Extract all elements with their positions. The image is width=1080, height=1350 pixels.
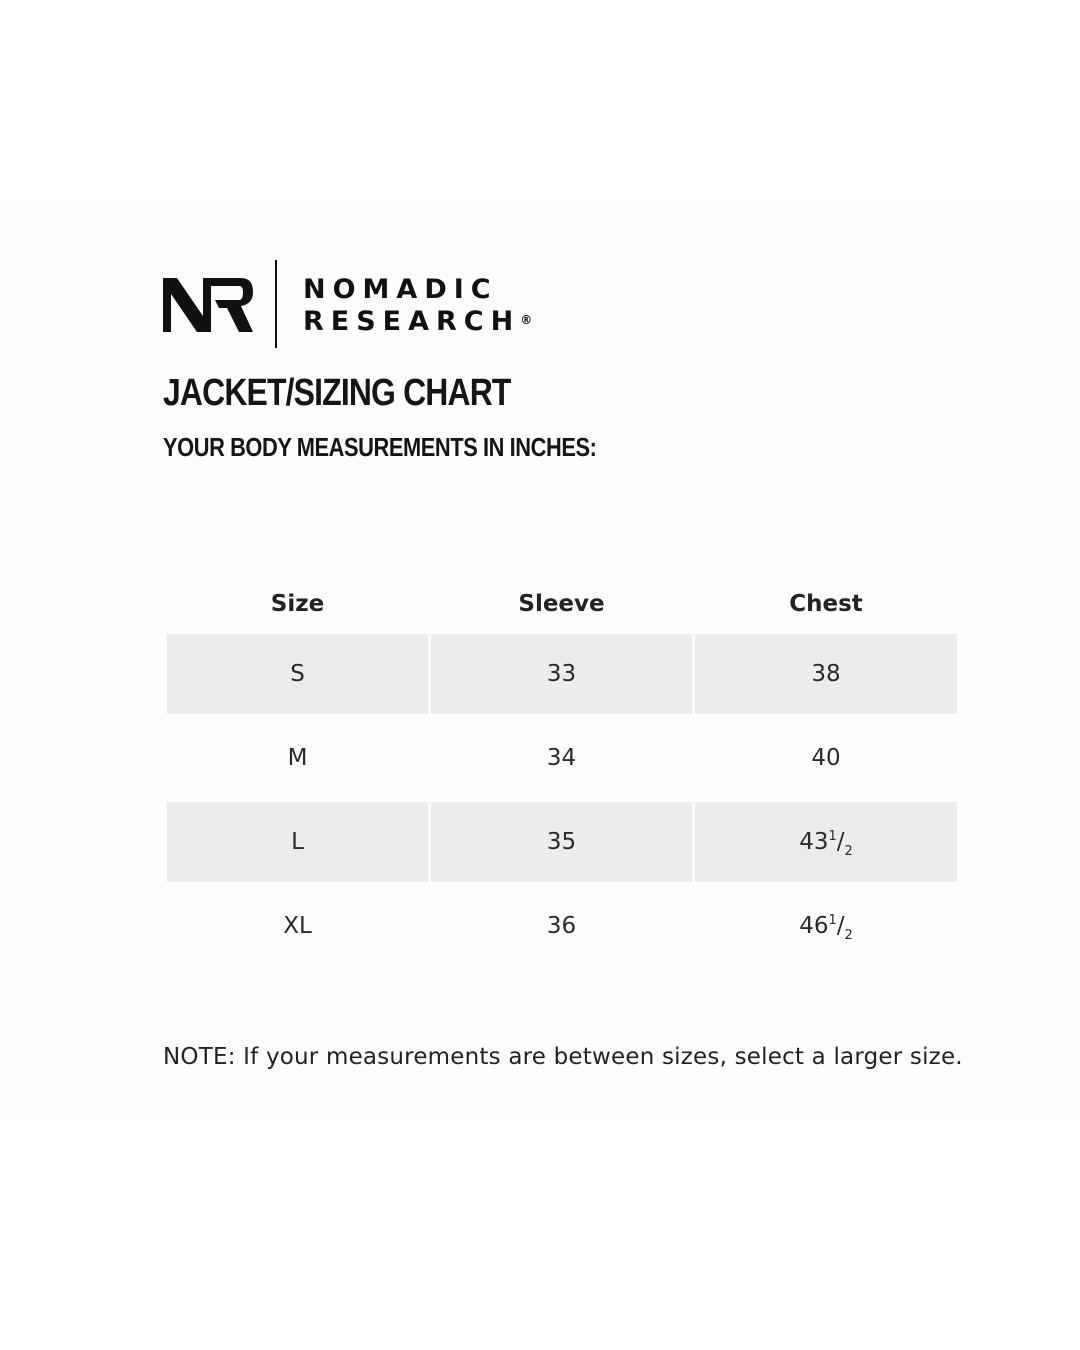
chest-fraction-denominator: 2 bbox=[844, 928, 853, 943]
cell-sleeve: 34 bbox=[546, 745, 577, 771]
header-chest: Chest bbox=[789, 591, 863, 617]
cell-chest bbox=[695, 886, 957, 966]
chest-fraction-numerator: 1 bbox=[828, 829, 837, 844]
fraction-slash: / bbox=[836, 829, 845, 855]
table-row bbox=[167, 634, 957, 714]
cell-sleeve: 35 bbox=[431, 802, 692, 882]
table-row bbox=[167, 802, 957, 882]
chest-fraction-numerator: 1 bbox=[828, 913, 837, 928]
header-sleeve: Sleeve bbox=[518, 591, 605, 617]
cell-chest bbox=[695, 634, 957, 714]
header-size: Size bbox=[270, 591, 325, 617]
sizing-note bbox=[163, 1044, 963, 1070]
cell-sleeve: 33 bbox=[431, 634, 692, 714]
table-row bbox=[167, 886, 957, 966]
page-title: JACKET/SIZING CHART bbox=[163, 372, 511, 414]
page-subtitle: YOUR BODY MEASUREMENTS IN INCHES: bbox=[163, 432, 597, 462]
cell-size: M bbox=[287, 745, 308, 771]
cell-sleeve: 36 bbox=[546, 913, 577, 939]
chest-whole: 38 bbox=[811, 661, 841, 687]
table-header bbox=[167, 578, 957, 630]
note-label: NOTE: bbox=[163, 1044, 236, 1070]
sizing-table bbox=[167, 578, 957, 966]
logo-divider bbox=[275, 260, 277, 348]
cell-chest bbox=[695, 718, 957, 798]
note-text: If your measurements are between sizes, select a larger size. bbox=[235, 1044, 963, 1070]
cell-chest bbox=[695, 802, 957, 882]
fraction-slash: / bbox=[836, 913, 845, 939]
table-row bbox=[167, 718, 957, 798]
brand-wordmark bbox=[303, 274, 532, 338]
cell-size: S bbox=[167, 634, 428, 714]
brand-line-2: RESEARCH bbox=[303, 306, 521, 337]
brand-logo bbox=[163, 260, 583, 350]
brand-line-1: NOMADIC bbox=[303, 274, 498, 305]
nr-monogram-logo-icon bbox=[163, 278, 253, 332]
cell-size: XL bbox=[283, 913, 312, 939]
chest-whole: 43 bbox=[799, 829, 829, 855]
chest-fraction-denominator: 2 bbox=[844, 844, 853, 859]
registered-mark: ® bbox=[520, 313, 533, 327]
chest-whole: 40 bbox=[811, 745, 841, 771]
chest-whole: 46 bbox=[799, 913, 829, 939]
cell-size: L bbox=[167, 802, 428, 882]
